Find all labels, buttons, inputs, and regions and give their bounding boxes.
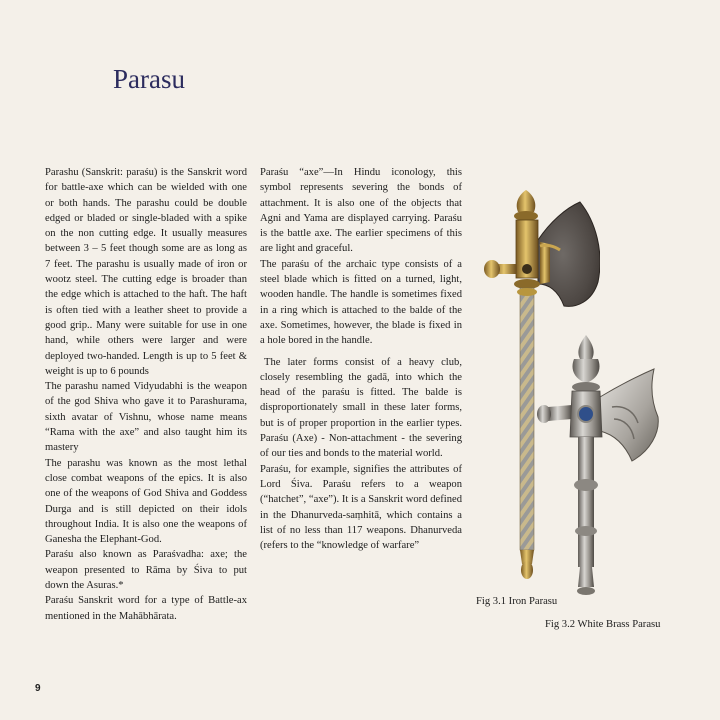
paragraph: The parashu named Vidyudabhi is the weapon of the god Shiva who gave it to Parashurama, sixth avatar of Vishnu, whose name means “Rama with the axe” and also taught him its mastery: [45, 381, 247, 454]
iron-parasu-image: [480, 172, 600, 582]
figure-caption-white-brass-parasu: Fig 3.2 White Brass Parasu: [545, 619, 661, 630]
paragraph: The later forms consist of a heavy club, closely resembling the gadā, into which the head of the paraśu is fitted. The balde is disproportionately small in these later forms, but is of proper proportion in the earlier types. Paraśu (Axe) - Non-attachment - the severing of our ties and bonds to the material world.: [260, 356, 462, 460]
page-title: Parasu: [113, 64, 185, 94]
page-number: 9: [35, 683, 41, 694]
paragraph: Paraśu also known as Paraśvadha: axe; the weapon presented to Rāma by Śiva to put down the Asuras.*: [45, 549, 247, 592]
paragraph: Paraśu Sanskrit word for a type of Battle-ax mentioned in the Mahābhārata.: [45, 595, 247, 622]
paragraph: Parashu (Sanskrit: paraśu) is the Sanskrit word for battle-axe which can be wielded with one or both hands. The parashu could be double edged or bladed or single-bladed with a spike on the non cutting edge. It usually measures between 3 – 5 feet though some are as long as 7 feet. The parashu is usually made of iron or wootz steel. The cutting edge is broader than the edge which is attached to the haft. The haft is often tied with a leather sheet to provide a good grip.. Many were suitable for use in one hand, while others were larger and were deployed two-handed. Length is up to 5 feet & weight is up to 6 pounds: [45, 167, 247, 377]
text-column-left: [45, 165, 247, 624]
paragraph: The paraśu of the archaic type consists of a steel blade which is fitted on a turned, light, wooden handle. The handle is sometimes fixed in a ring which is attached to the balde of the axe. Sometimes, however, the blade is fixed in a hole bored in the handle.: [260, 258, 462, 347]
figure-caption-iron-parasu: Fig 3.1 Iron Parasu: [476, 596, 558, 607]
paragraph: Paraśu, for example, signifies the attributes of Lord Śiva. Paraśu refers to a weapon (“hatchet”, “axe”). It is a Sanskrit word defined in the Dhanurveda-saṃhitā, which contains a list of no less than 117 weapons. Dhanurveda (refers to the “knowledge of warfare”: [260, 463, 462, 552]
paragraph: The parashu was known as the most lethal close combat weapons of the epics. It is also one of the weapons of God Shiva and Goddess Durga and is still depicted on their idols throughout India. It is also one the weapons of Ganesha the Elephant-God.: [45, 457, 247, 546]
text-column-right: [260, 165, 462, 553]
paragraph: Paraśu “axe”—In Hindu iconology, this symbol represents severing the bonds of attachment. It is also one of the objects that Agni and Yama are displayed carrying. Paraśu is the battle axe. The earlier specimens of this are light and graceful.: [260, 167, 462, 255]
